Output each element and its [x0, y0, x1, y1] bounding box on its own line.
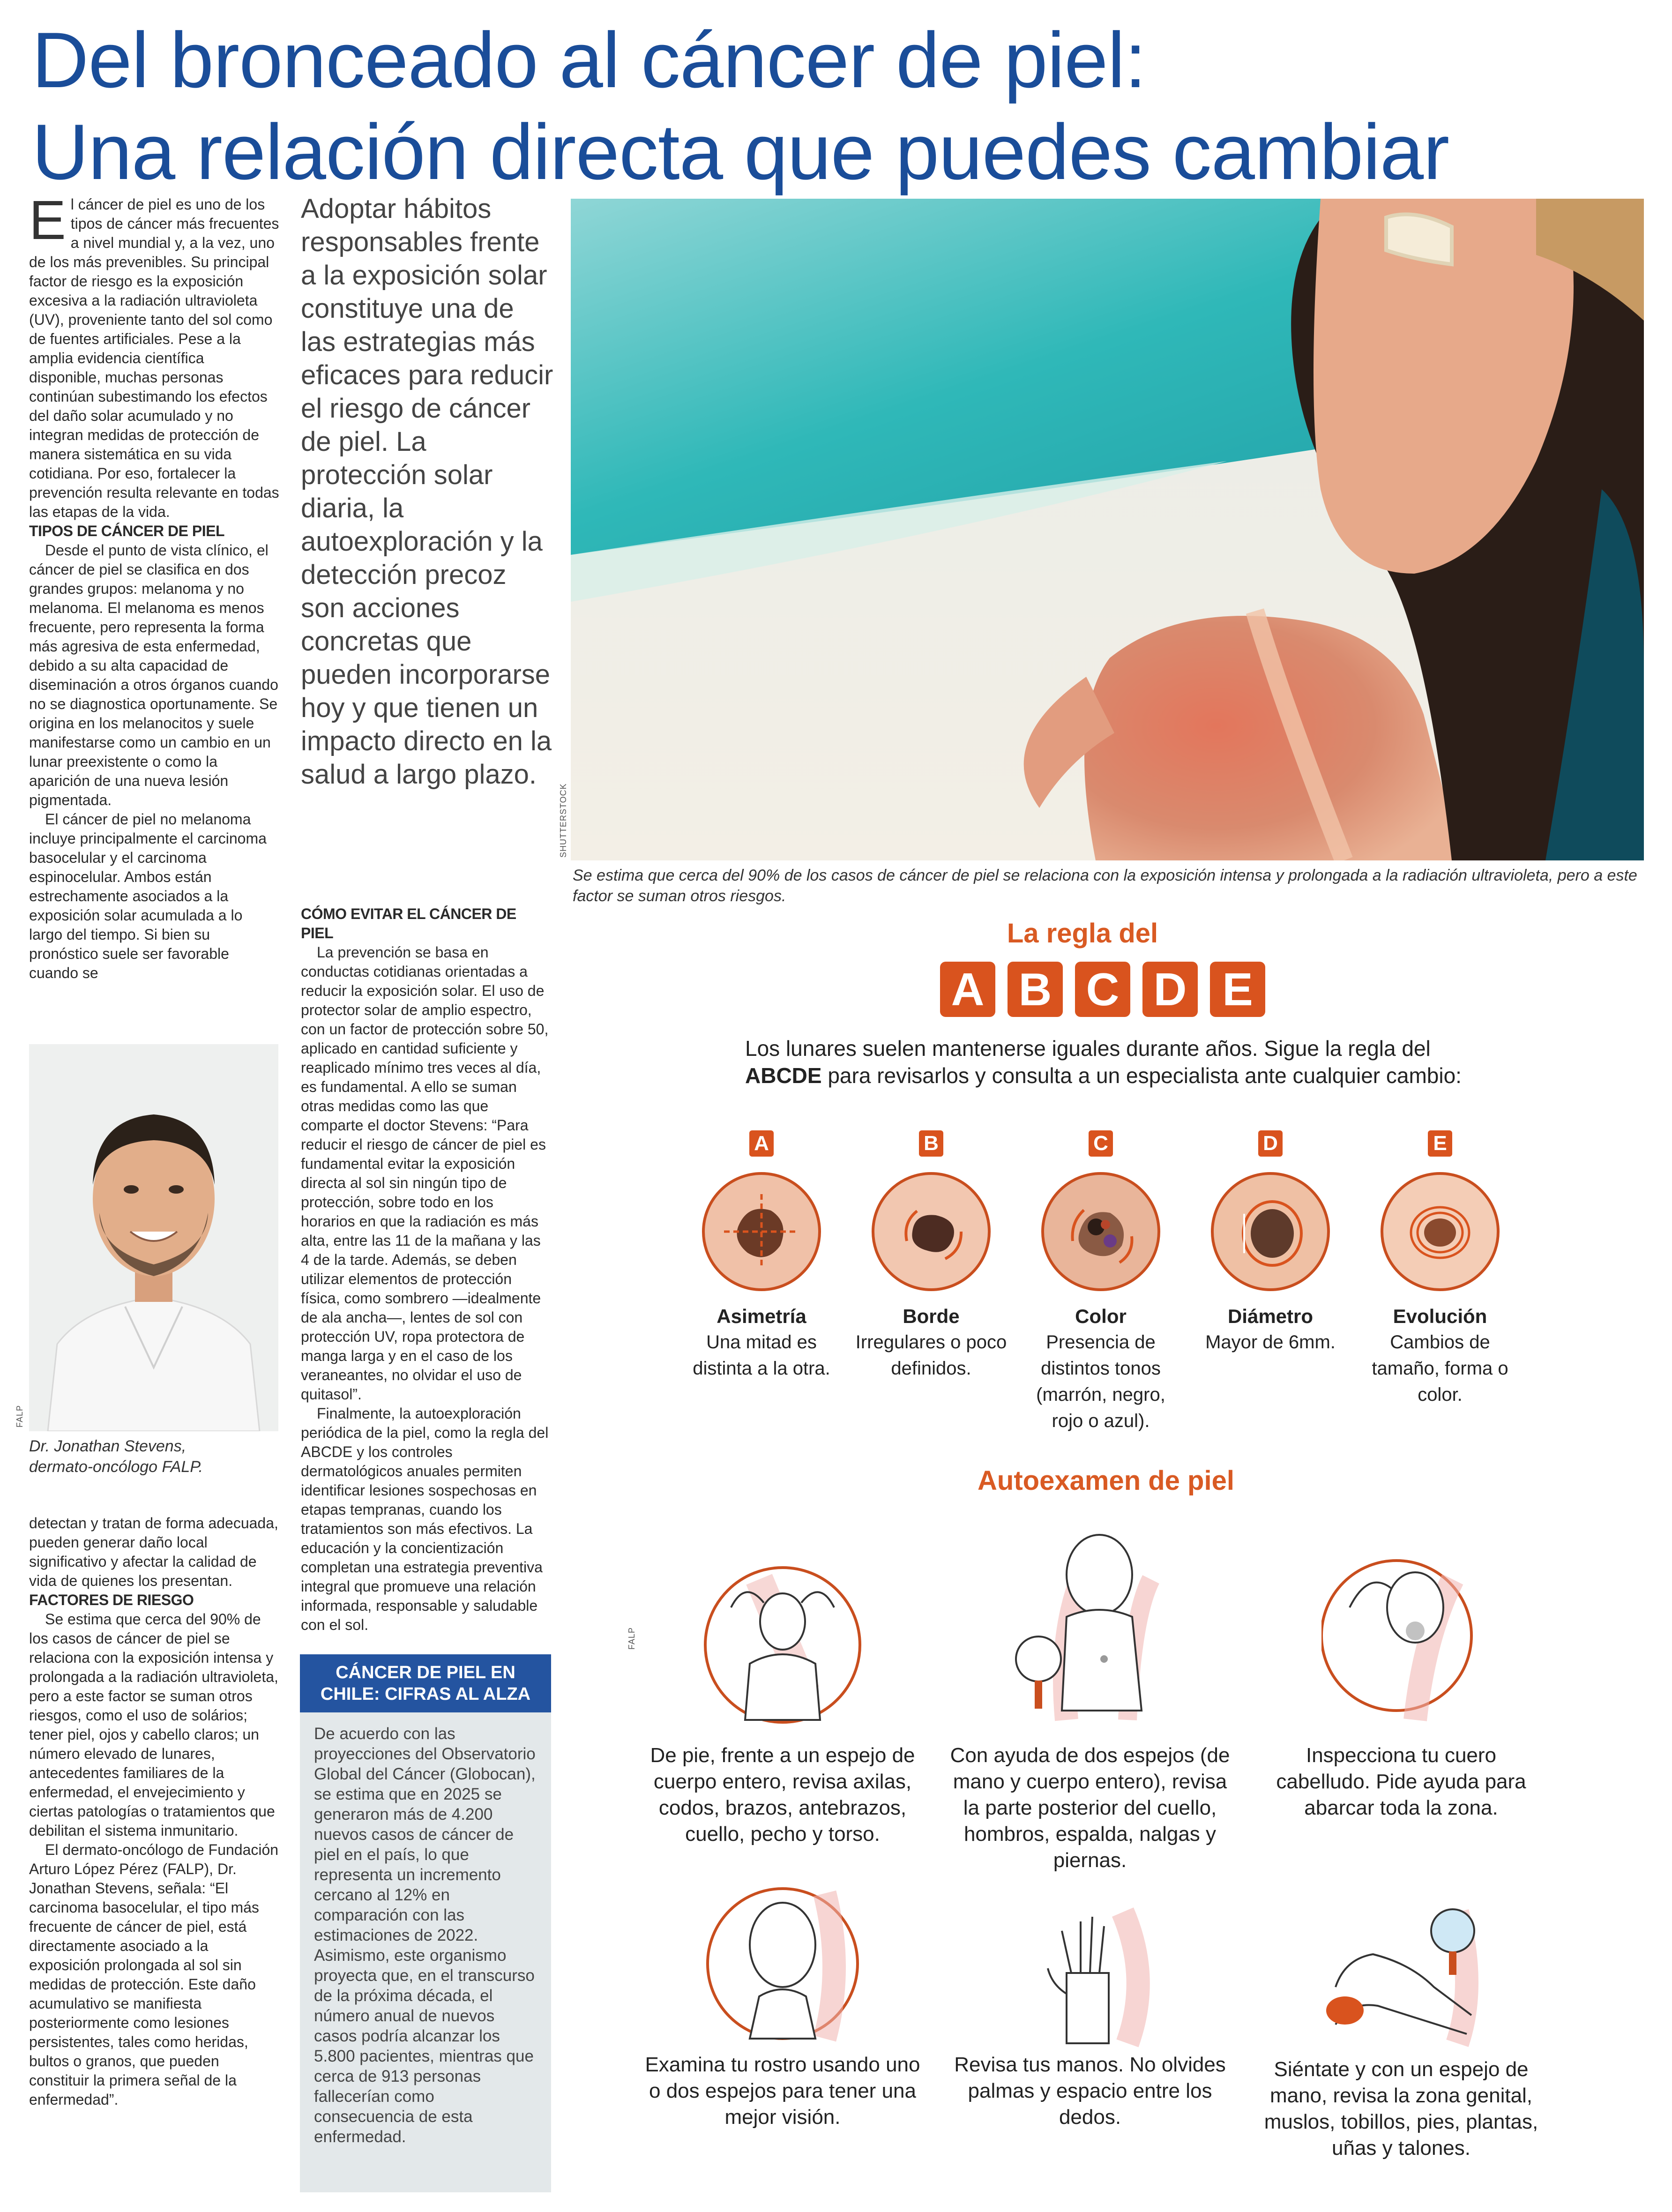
abcde-tag-c: C	[1089, 1130, 1113, 1157]
abcde-letters	[940, 962, 1265, 1017]
mole-evolution-icon	[1379, 1171, 1501, 1293]
mole-border-icon	[870, 1171, 992, 1293]
types-paragraph-1: Desde el punto de vista clínico, el cáncer de piel se clasifica en dos grandes grupos: melanoma y no melanoma. El melanoma es menos frecuente, pero representa la forma más agresiva de esta enfermedad, debido a su alta capacidad de diseminación a otros órganos cuando no se diagnostica oportunamente. Se origina en los melanocitos y suele manifestarse como un cambio en un lunar preexistente o como la aparición de una nueva lesión pigmentada.	[29, 542, 278, 808]
article-column-2	[301, 904, 551, 1635]
abcde-name-e: Evolución	[1393, 1305, 1487, 1327]
abcde-name-b: Borde	[903, 1305, 960, 1327]
mole-color-icon	[1040, 1171, 1162, 1293]
abcde-letter-e: E	[1210, 962, 1265, 1017]
self-exam-step-6	[1261, 1903, 1542, 2161]
abcde-name-c: Color	[1075, 1305, 1127, 1327]
abcde-letter-d: D	[1142, 962, 1198, 1017]
abcde-title: La regla del	[1007, 918, 1158, 949]
self-exam-step-3	[1261, 1542, 1542, 1821]
hand-inspection-icon	[1010, 1903, 1170, 2048]
abcde-item-asymmetry	[684, 1130, 839, 1382]
abcde-name-d: Diámetro	[1227, 1305, 1314, 1327]
self-exam-step-5	[949, 1903, 1231, 2130]
self-exam-step-2	[949, 1523, 1231, 1874]
headline-line-1: Del bronceado al cáncer de piel:	[32, 16, 1146, 104]
mole-diameter-icon	[1209, 1171, 1331, 1293]
photo-credit: SHUTTERSTOCK	[559, 783, 568, 858]
risk-paragraph-1: Se estima que cerca del 90% de los casos de cáncer de piel se relaciona con la exposición intensa y prolongada a la radiación ultravioleta, pero a este factor se suman otros riesgos, como el uso de solários; tener piel, ojos y cabello claros; un número elevado de lunares, antecedentes familiares de la enfermedad, el envejecimiento y ciertas patologías o tratamientos que debilitan el sistema inmunitario.	[29, 1611, 278, 1839]
sunburn-photo	[571, 199, 1644, 860]
abcde-desc-a: Una mitad es distinta a la otra.	[693, 1332, 830, 1379]
scalp-inspection-icon	[1321, 1542, 1481, 1739]
headline	[32, 14, 1653, 198]
headline-line-2: Una relación directa que puedes cambiar	[32, 108, 1449, 196]
abcde-tag-d: D	[1258, 1130, 1283, 1157]
abcde-letter-b: B	[1008, 962, 1063, 1017]
abcde-desc-e: Cambios de tamaño, forma o color.	[1372, 1332, 1508, 1405]
self-exam-step-1	[642, 1551, 923, 1847]
portrait-caption: Dr. Jonathan Stevens, dermato-oncólogo FALP.	[29, 1437, 203, 1476]
mole-asymmetry-icon	[701, 1171, 822, 1293]
portrait-credit: FALP	[15, 1405, 24, 1427]
statistics-box	[300, 1654, 551, 2192]
article-column-1	[29, 189, 279, 983]
types-paragraph-2-continued: detectan y tratan de forma adecuada, pueden generar daño local significativo y afectar la calidad de vida de quienes los presentan.	[29, 1515, 278, 1589]
subhead-types: TIPOS DE CÁNCER DE PIEL	[29, 523, 224, 539]
self-exam-step-4	[642, 1875, 923, 2130]
self-exam-credit: FALP	[627, 1627, 636, 1650]
subhead-risk: FACTORES DE RIESGO	[29, 1592, 194, 1608]
self-exam-step-6-text: Siéntate y con un espejo de mano, revisa la zona genital, muslos, tobillos, pies, plantas, uñas y talones.	[1264, 2058, 1538, 2160]
abcde-desc-d: Mayor de 6mm.	[1205, 1332, 1336, 1353]
avoid-paragraph-1: La prevención se basa en conductas cotidianas orientadas a reducir la exposición solar. El uso de protector solar de amplio espectro, con un factor de protección sobre 50, aplicado en cantidad suficiente y reaplicado mínimo tres veces al día, es fundamental. A ello se suman otras medidas como las que comparte el doctor Stevens: “Para reducir el riesgo de cáncer de piel es fundamental evitar la exposición directa al sol sin ningún tipo de protección, sobre todo en los horarios en que la radiación es más alta, entre las 11 de la mañana y las 4 de la tarde. Además, se deben utilizar elementos de protección física, como sombrero —idealmente de ala ancha—, lentes de sol con protección UV, ropa protectora de manga larga y en el caso de los veraneantes, no olvidar el uso de quitasol”.	[301, 944, 549, 1403]
statistics-box-title: CÁNCER DE PIEL EN CHILE: CIFRAS AL ALZA	[300, 1654, 551, 1712]
statistics-box-body: De acuerdo con las proyecciones del Observatorio Global del Cáncer (Globocan), se estima que en 2025 se generaron más de 4.200 nuevos casos de cáncer de piel en el país, lo que representa un incremento cercano al 12% en comparación con las estimaciones de 2022. Asimismo, este organismo proyecta que, en el transcurso de la próxima década, el número anual de nuevos casos podría alcanzar los 5.800 pacientes, mientras que cerca de 913 personas fallecerían como consecuencia de esta enfermedad.	[314, 1725, 536, 2146]
two-mirrors-back-icon	[1010, 1523, 1170, 1739]
abcde-tag-e: E	[1428, 1130, 1452, 1157]
types-paragraph-2: El cáncer de piel no melanoma incluye principalmente el carcinoma basocelular y el carcinoma espinocelular. Ambos están estrechamente asociados a la exposición solar acumulada a lo largo del tiempo. Si bien su pronóstico suele ser favorable cuando se	[29, 811, 267, 981]
face-inspection-icon	[703, 1875, 862, 2048]
self-exam-step-5-text: Revisa tus manos. No olvides palmas y espacio entre los dedos.	[954, 2053, 1226, 2129]
risk-paragraph-2: El dermato-oncólogo de Fundación Arturo López Pérez (FALP), Dr. Jonathan Stevens, señala: “El carcinoma basocelular, el tipo más frecuente de cáncer de piel, está directamente asociado a la exposición prolongada al sol sin medidas de protección. Este daño acumulativo se manifiesta posteriormente como lesiones persistentes, tales como heridas, bultos o granos, que pueden constituir la primera señal de la enfermedad”.	[29, 1841, 279, 2108]
abcde-item-border	[854, 1130, 1008, 1382]
self-exam-step-3-text: Inspecciona tu cuero cabelludo. Pide ayuda para abarcar toda la zona.	[1276, 1744, 1526, 1819]
drop-cap: E	[29, 189, 66, 251]
subhead-avoid: CÓMO EVITAR EL CÁNCER DE PIEL	[301, 905, 516, 942]
abcde-item-evolution	[1363, 1130, 1517, 1408]
abcde-letter-c: C	[1075, 962, 1130, 1017]
abcde-desc-c: Presencia de distintos tonos (marrón, negro, rojo o azul).	[1036, 1332, 1165, 1431]
self-exam-step-4-text: Examina tu rostro usando uno o dos espejos para tener una mejor visión.	[645, 2053, 920, 2129]
abcde-letter-a: A	[940, 962, 995, 1017]
abcde-item-diameter	[1193, 1130, 1348, 1355]
self-exam-step-1-text: De pie, frente a un espejo de cuerpo entero, revisa axilas, codos, brazos, antebrazos, cuello, pecho y torso.	[650, 1744, 915, 1846]
abcde-intro: Los lunares suelen mantenerse iguales durante años. Sigue la regla del ABCDE para revisarlos y consulta a un especialista ante cualquier cambio:	[745, 1036, 1462, 1088]
arms-raised-mirror-icon	[703, 1551, 862, 1739]
photo-caption: Se estima que cerca del 90% de los casos de cáncer de piel se relaciona con la exposición intensa y prolongada a la radiación ultravioleta, pero a este factor se suman otros riesgos.	[573, 867, 1637, 905]
abcde-tag-a: A	[749, 1130, 774, 1157]
doctor-portrait	[29, 1044, 278, 1431]
pull-quote: Adoptar hábitos responsables frente a la exposición solar constituye una de las estrategias más eficaces para reducir el riesgo de cáncer de piel. La protección solar diaria, la autoexploración y la detección precoz son acciones concretas que pueden incorporarse hoy y que tienen un impacto directo en la salud a largo plazo.	[301, 194, 553, 790]
self-exam-step-2-text: Con ayuda de dos espejos (de mano y cuerpo entero), revisa la parte posterior del cuello, hombros, espalda, nalgas y piernas.	[950, 1744, 1230, 1872]
seated-hand-mirror-icon	[1317, 1903, 1485, 2053]
avoid-paragraph-2: Finalmente, la autoexploración periódica de la piel, como la regla del ABCDE y los controles dermatológicos anuales permiten identificar lesiones sospechosas en etapas tempranas, cuando los tratamientos son más efectivos. La educación y la concientización completan una estrategia preventiva integral que promueve una relación informada, responsable y saludable con el sol.	[301, 1405, 549, 1633]
abcde-desc-b: Irregulares o poco definidos.	[855, 1332, 1007, 1379]
self-exam-title: Autoexamen de piel	[978, 1465, 1234, 1496]
article-intro: El cáncer de piel es uno de los tipos de cáncer más frecuentes a nivel mundial y, a la vez, uno de los más prevenibles. Su principal factor de riesgo es la exposición excesiva a la radiación ultravioleta (UV), proveniente tanto del sol como de fuentes artificiales. Pese a la amplia evidencia científica disponible, muchas personas continúan subestimando los efectos del daño solar acumulado y no integran medidas de protección de manera sistemática en su vida cotidiana. Por eso, fortalecer la prevención resulta relevante en todas las etapas de la vida.	[29, 189, 279, 520]
abcde-item-color	[1023, 1130, 1178, 1434]
article-column-1-continued	[29, 1514, 279, 2109]
abcde-tag-b: B	[919, 1130, 943, 1157]
abcde-name-a: Asimetría	[717, 1305, 806, 1327]
